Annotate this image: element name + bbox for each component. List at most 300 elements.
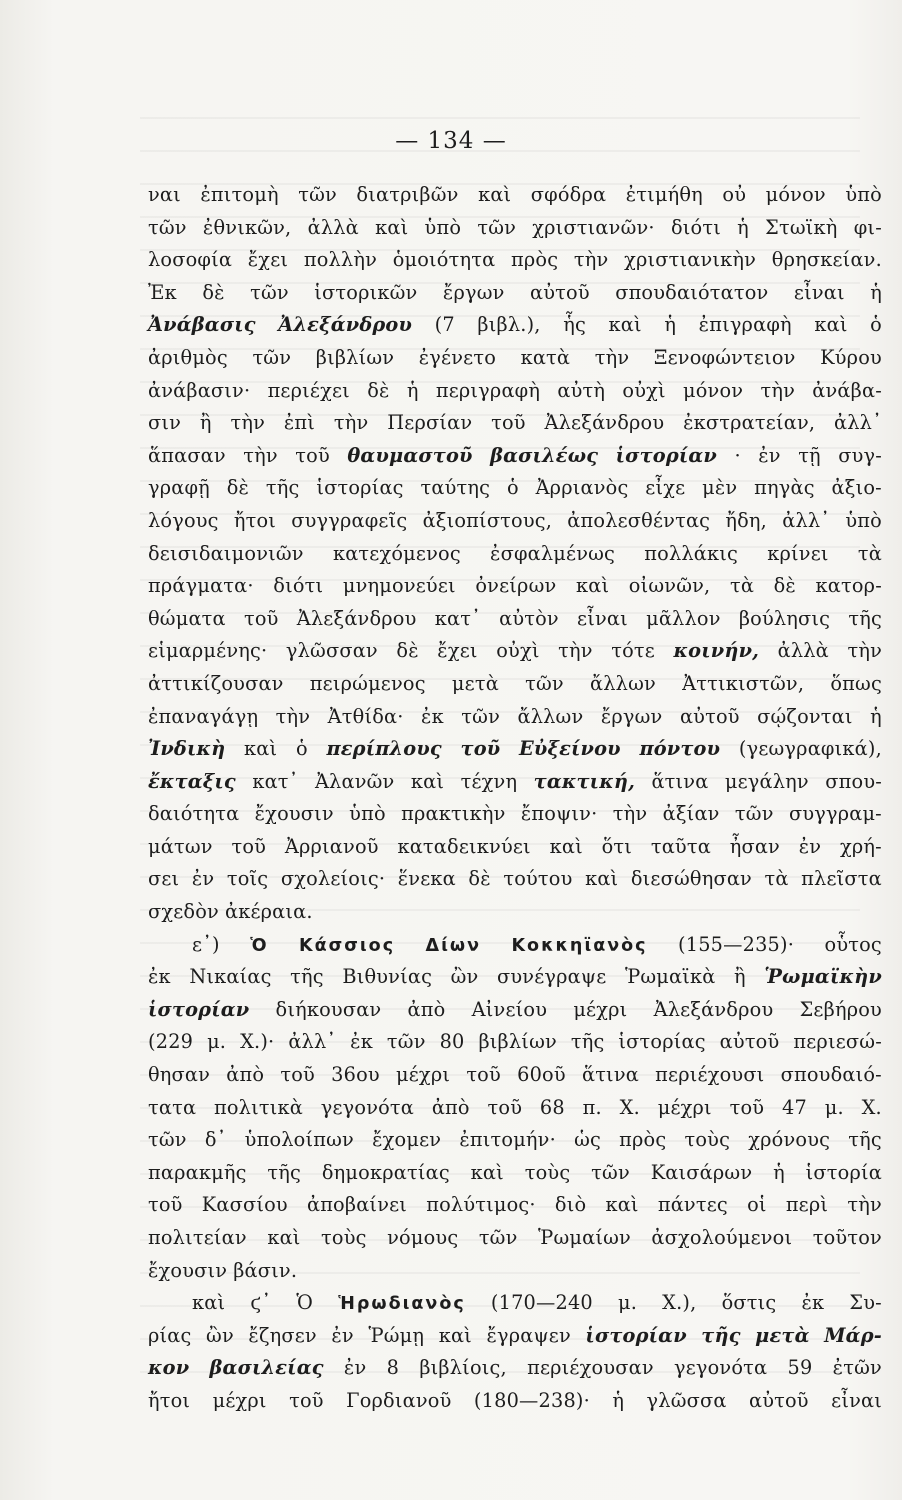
word: κατ᾽ — [252, 769, 299, 793]
word: ὑπὸ — [424, 215, 462, 239]
word: μάτων — [148, 834, 213, 858]
word: τὴν — [847, 1193, 882, 1217]
word: ἡ — [870, 704, 882, 728]
word: ὢν — [206, 1323, 234, 1347]
word: 68 — [539, 1095, 565, 1119]
word: ναι — [148, 183, 181, 206]
word: κατεχόμενος — [332, 541, 461, 565]
word: ἡ — [870, 280, 882, 304]
word: τοῦ — [487, 1095, 523, 1119]
word: ὁ — [295, 737, 308, 761]
word: εἶναι — [793, 280, 845, 304]
word: τῶν — [298, 183, 337, 206]
word: σπου- — [825, 769, 882, 793]
word: γλῶσσα — [646, 1388, 727, 1412]
word: βούλησις — [738, 606, 831, 630]
text-line — [148, 1259, 882, 1292]
word: Αἰνείου — [471, 997, 548, 1021]
word: χρόνους — [748, 1128, 831, 1152]
word: ἐν — [191, 867, 215, 891]
word: σει — [148, 867, 180, 891]
word: ὅπως — [830, 671, 882, 695]
word: περίπλους — [326, 737, 442, 761]
word: Ἐκ — [148, 280, 177, 304]
word: εἶναι — [831, 1388, 882, 1412]
word: ἀττικίζουσαν — [148, 671, 284, 695]
word: ἔχει — [247, 248, 289, 272]
word: μ. — [824, 1095, 844, 1119]
word: Ἀλεξάνδρου — [653, 997, 774, 1021]
word: ἱστορικῶν — [314, 280, 418, 304]
word: δὲ — [468, 867, 491, 891]
word: Ἰνδικὴ — [148, 737, 226, 761]
word: αὐτὴ — [557, 378, 606, 402]
word: Κοκκηϊανὸς — [511, 935, 648, 956]
word: τοὺς — [321, 1226, 367, 1249]
word: εἱμαρμένης· — [148, 639, 268, 663]
word: σχολείοις· — [280, 867, 386, 891]
word: τῶν — [734, 802, 774, 826]
word: ἐθνικῶν, — [202, 215, 292, 239]
word: Ἀρριανοῦ — [284, 834, 379, 858]
word: συγ- — [838, 443, 882, 467]
word: Χ.)· — [240, 1030, 275, 1054]
word: διεσώθησαν — [630, 867, 752, 891]
word: ἢ — [734, 965, 746, 989]
text-line — [148, 281, 882, 314]
word: σῴζονται — [757, 704, 853, 728]
word: ἀξιο- — [831, 476, 882, 500]
word: Μάρ- — [824, 1323, 882, 1347]
word: τοῦ — [231, 834, 267, 858]
word: δὲ — [773, 574, 796, 598]
word: ἱστορίαν — [148, 997, 250, 1021]
word: καὶ — [410, 769, 445, 793]
word: μέχρι — [573, 997, 628, 1021]
word: τὴν — [612, 802, 648, 826]
word: ἤτοι — [148, 1388, 191, 1412]
word: ἀποβαίνει — [306, 1193, 408, 1217]
word: ἔργων — [600, 704, 663, 728]
word: Ἀρριανὸς — [535, 476, 629, 500]
word: ἔζησεν — [248, 1323, 317, 1347]
word: τῶν — [386, 1030, 426, 1054]
word: ἀνάβασιν· — [148, 378, 251, 402]
word: ἀξιοπίστους, — [422, 508, 553, 532]
word: κατὰ — [520, 345, 571, 369]
word: ὢν — [450, 965, 479, 989]
word: σιν — [148, 411, 182, 435]
word: σπουδαιό- — [780, 1063, 882, 1087]
word: Ὁ — [250, 935, 269, 956]
word: · — [734, 443, 741, 467]
text-line — [148, 607, 882, 640]
word: (7 — [434, 313, 455, 337]
word: ἀπὸ — [226, 1063, 265, 1087]
word: σπουδαιότατον — [615, 280, 769, 304]
word: τοῦ — [729, 1095, 765, 1119]
word: καταδεικνύει — [397, 834, 531, 858]
word: τοῦ — [491, 411, 526, 435]
word: τοῦ — [280, 1063, 315, 1087]
text-line — [148, 965, 882, 998]
word: οὐχὶ — [496, 639, 540, 663]
word: καὶ — [814, 313, 848, 337]
word: φι- — [853, 215, 882, 239]
word: καὶ — [244, 737, 278, 761]
word: γλῶσσαν — [285, 639, 378, 663]
word: Χ. — [861, 1095, 882, 1119]
word: τέχνη — [460, 769, 518, 793]
word: ὑπὸ — [845, 508, 882, 532]
word: ἐπιτομὴ — [200, 183, 279, 206]
word: Συ- — [849, 1291, 882, 1315]
word: τῆς — [267, 1160, 302, 1184]
word: γραφῇ — [148, 476, 210, 500]
word: οὐχὶ — [622, 378, 666, 402]
text-line — [148, 1389, 882, 1422]
word: Κύρου — [820, 345, 882, 369]
word: τοῦ — [295, 443, 330, 467]
text-line — [148, 1226, 882, 1259]
word: καὶ — [608, 313, 642, 337]
word: καὶ — [585, 867, 619, 891]
word: Ῥωμαίων — [538, 1226, 631, 1249]
text-line — [148, 542, 882, 575]
word: ἐπαναγάγῃ — [148, 704, 259, 728]
word: οὐ — [722, 183, 747, 206]
word: περιέχει — [267, 378, 350, 402]
word: μ. — [618, 1291, 638, 1315]
word: ὁ — [870, 313, 882, 337]
word: ἀνάβα- — [812, 378, 882, 402]
word: (180—238)· — [473, 1388, 590, 1412]
word: εἶναι — [577, 606, 628, 630]
word: βασιλείας — [209, 1356, 324, 1380]
word: περιεσώ- — [793, 1030, 882, 1054]
word: ὑπὸ — [845, 183, 882, 206]
word: ἐτῶν — [832, 1356, 882, 1380]
word: θησαν — [148, 1063, 211, 1087]
word: ἐγένετο — [418, 345, 497, 369]
text-line — [148, 835, 882, 868]
word: Ἀλανῶν — [314, 769, 395, 793]
word: μετὰ — [755, 1323, 810, 1347]
word: ἡ — [773, 1160, 785, 1184]
word: ρίας — [148, 1323, 192, 1347]
word: τῶν — [250, 280, 289, 304]
word: ἐσφαλμένως — [490, 541, 616, 565]
word: παρακμῆς — [148, 1160, 247, 1184]
word: τῶν — [478, 1226, 518, 1249]
word: δὲ — [202, 280, 225, 304]
word: συνέγραψε — [497, 965, 607, 989]
word: πλεῖστα — [801, 867, 882, 891]
word: ἀλλὰ — [777, 639, 829, 663]
word: μνημονεύει — [342, 574, 456, 598]
word: 8 — [386, 1356, 400, 1380]
word: Ἀττικιστῶν, — [682, 671, 805, 695]
word: κατ᾽ — [434, 606, 481, 630]
word: νόμους — [387, 1226, 459, 1249]
word: ἐπιγραφὴ — [698, 313, 792, 337]
word: αὐτοῦ — [679, 704, 740, 728]
word: ἤτοι — [233, 508, 277, 532]
word: μεγάλην — [724, 769, 809, 793]
word: θώματα — [148, 606, 226, 630]
word: γεγονότα — [320, 1095, 415, 1119]
word: ὅστις — [721, 1291, 777, 1315]
word: λόγους — [148, 508, 219, 532]
word: τὴν — [847, 639, 882, 663]
word: καὶ — [470, 1160, 504, 1184]
word: ὑπὸ — [349, 802, 386, 826]
word: τὴν — [230, 411, 266, 435]
word: πόντου — [639, 737, 721, 761]
text-line — [148, 705, 882, 738]
page-number: — 134 — — [395, 128, 507, 154]
word: πολιτικὰ — [213, 1095, 303, 1119]
word: βιβλ.), — [477, 313, 541, 337]
word: τῶν — [252, 345, 292, 369]
word: τὴν — [594, 345, 630, 369]
text-line — [148, 1356, 882, 1389]
word: ἐπὶ — [283, 411, 316, 435]
word: πολλὴν — [303, 248, 378, 272]
word: τοῦ — [289, 1388, 324, 1412]
word: Εὐξείνου — [519, 737, 621, 761]
word: τῶν — [525, 671, 564, 695]
word: ἦσαν — [729, 834, 780, 858]
word: ἐκ — [801, 1291, 825, 1315]
word: τῶν — [477, 215, 517, 239]
text-line — [148, 867, 882, 900]
word: τακτική, — [533, 769, 635, 793]
word: ἐτιμήθη — [625, 183, 703, 206]
word: διατριβῶν — [356, 183, 459, 206]
word: ἔχομεν — [372, 1128, 442, 1152]
word: Ῥώμῃ — [368, 1323, 425, 1347]
word: ἤδη, — [725, 508, 768, 532]
word: ἐκ — [350, 1030, 373, 1054]
text-line — [148, 1063, 882, 1096]
word: τοὺς — [684, 1128, 731, 1152]
word: μετὰ — [451, 671, 499, 695]
word: Ἀλεξάνδρου — [544, 411, 665, 435]
word: Ὁ — [296, 1291, 314, 1315]
word: ὡς — [574, 1128, 601, 1152]
word: Ἀλεξάνδρου — [296, 606, 417, 630]
word: τῆς — [848, 1128, 882, 1152]
word: μόνον — [765, 183, 826, 206]
word: ἡ — [406, 378, 419, 402]
word: Καισάρων — [650, 1160, 753, 1184]
word: μὲν — [702, 476, 738, 500]
word: Νικαίας — [189, 965, 272, 989]
word: αὐτοῦ — [719, 1030, 780, 1054]
word: τοῦ — [148, 1193, 183, 1217]
word: καὶ — [375, 215, 409, 239]
text-line — [148, 574, 882, 607]
word: πρακτικὴν — [401, 802, 506, 826]
word: ἔγραψεν — [486, 1323, 571, 1347]
word: ταῦτα — [650, 834, 711, 858]
word: (155—235)· — [678, 932, 795, 956]
word: εἶχε — [645, 476, 686, 500]
word: ταύτης — [420, 476, 491, 500]
word: ἀξίαν — [662, 802, 720, 826]
word: τοῦτον — [812, 1226, 882, 1249]
word: ἱστορία — [805, 1160, 882, 1184]
word: ἐκ — [148, 965, 171, 989]
text-line — [148, 1030, 882, 1063]
word: κατορ- — [815, 574, 882, 598]
word: καὶ — [605, 1193, 639, 1217]
word: (229 — [148, 1030, 194, 1054]
word: διὸ — [554, 1193, 587, 1217]
word: τὴν — [760, 378, 796, 402]
word: Χ. — [619, 1095, 640, 1119]
word: 60οῦ — [517, 1063, 566, 1087]
word: συγγραμ- — [788, 802, 882, 826]
word: τοῦ — [460, 737, 501, 761]
text-line — [148, 802, 882, 835]
word: τὴν — [275, 704, 311, 728]
word: ἔχουσιν — [254, 802, 334, 826]
word: δημοκρατίας — [321, 1160, 450, 1184]
word: Περσίαν — [387, 411, 473, 435]
word: Κάσσιος — [299, 935, 396, 956]
word: Ξενοφώντειον — [653, 345, 796, 369]
word: 80 — [439, 1030, 465, 1054]
word: διήκουσαν — [275, 997, 382, 1021]
word: ἄλλων — [590, 671, 656, 695]
word: τὰ — [857, 541, 882, 565]
word: πολύτιμος· — [426, 1193, 536, 1217]
word: ἐν — [343, 1356, 367, 1380]
word: ἀπὸ — [407, 997, 446, 1021]
word: ἢ — [199, 411, 212, 435]
word: βιβλίοις, — [419, 1356, 507, 1380]
word: ἔκταξις — [148, 769, 236, 793]
word: δαιότητα — [148, 802, 240, 826]
word: βασιλέως — [490, 443, 599, 467]
word: ε᾽) — [192, 932, 220, 956]
word: ϛ᾽ — [250, 1291, 272, 1315]
word: ὀνείρων — [475, 574, 557, 598]
word: κρίνει — [767, 541, 829, 565]
word: οἰωνῶν, — [628, 574, 711, 598]
word: καὶ — [267, 1226, 301, 1249]
word: αὐτοῦ — [748, 1388, 809, 1412]
word: πρὸς — [511, 248, 559, 272]
word: Γορδιανοῦ — [346, 1388, 452, 1412]
word: περιέχουσι — [655, 1063, 765, 1087]
word: ἀριθμὸς — [148, 345, 228, 369]
word: ἄλλων — [517, 704, 584, 728]
text-line — [148, 313, 882, 346]
word: πάντες — [657, 1193, 728, 1217]
word: οὗτος — [824, 932, 882, 956]
word: Ῥωμαϊκὴν — [764, 965, 882, 989]
text-line — [148, 639, 882, 672]
word: τῆς — [701, 1323, 741, 1347]
word: (γεωγραφικά), — [738, 737, 882, 761]
text-line — [148, 1128, 882, 1161]
word: καὶ — [438, 1323, 472, 1347]
word: τὴν — [573, 248, 609, 272]
word: περιγραφὴ — [435, 378, 541, 402]
word: δὲ — [396, 639, 419, 663]
word: αὐτὸν — [499, 606, 559, 630]
word: ἡ — [612, 1388, 625, 1412]
word: ὁ — [506, 476, 519, 500]
word: ἅτινα — [581, 1063, 639, 1087]
word: περιέχουσαν — [527, 1356, 654, 1380]
word: ἕνεκα — [397, 867, 456, 891]
word: πράγματα· — [148, 574, 254, 598]
text-line — [148, 672, 882, 705]
word: χρή- — [840, 834, 882, 858]
word: διότι — [273, 574, 324, 598]
word: δεισιδαιμονιῶν — [148, 541, 304, 565]
word: τὰ — [729, 574, 755, 598]
word: τῆς — [290, 965, 324, 989]
word: Ἀτθίδα· — [327, 704, 404, 728]
word: τὴν — [243, 443, 278, 467]
word: τῆς — [848, 606, 882, 630]
word: ἀπολεσθέντας — [567, 508, 711, 532]
word: καὶ — [576, 574, 610, 598]
word: πολλάκις — [644, 541, 739, 565]
word: τὰ — [764, 867, 789, 891]
word: ὁμοιότητα — [392, 248, 496, 272]
word: ἅτινα — [651, 769, 709, 793]
text-line — [148, 248, 882, 281]
word: τοῖς — [226, 867, 269, 891]
word: ἔχουσιν — [148, 1258, 228, 1282]
text-line — [148, 509, 882, 542]
word: Στωϊκὴ — [765, 215, 838, 239]
word: ἐπιτομήν· — [459, 1128, 556, 1152]
word: ἐν — [758, 443, 781, 467]
text-line — [148, 1161, 882, 1194]
word: τὴν — [333, 411, 369, 435]
word: ἡ — [737, 215, 749, 239]
word: τῶν — [148, 1128, 187, 1152]
word: χριστιανῶν· — [532, 215, 655, 239]
text-line — [148, 737, 882, 770]
word: δὲ — [367, 378, 390, 402]
word: Βιθυνίας — [342, 965, 433, 989]
word: ἐκ — [421, 704, 444, 728]
word: καὶ — [478, 183, 512, 206]
word: μέχρι — [657, 1095, 712, 1119]
text-line — [148, 933, 882, 966]
word: 47 — [782, 1095, 807, 1119]
word: δὲ — [226, 476, 250, 500]
word: μ. — [207, 1030, 227, 1054]
text-line — [148, 216, 882, 249]
text-line — [148, 444, 882, 477]
word: θρησκείαν. — [771, 248, 882, 272]
word: ἱστορίαν — [615, 443, 718, 467]
text-line — [148, 411, 882, 444]
word: σφόδρα — [530, 183, 607, 206]
text-line — [148, 770, 882, 803]
word: Ἡρωδιανὸς — [338, 1294, 466, 1315]
text-line — [148, 1193, 882, 1226]
